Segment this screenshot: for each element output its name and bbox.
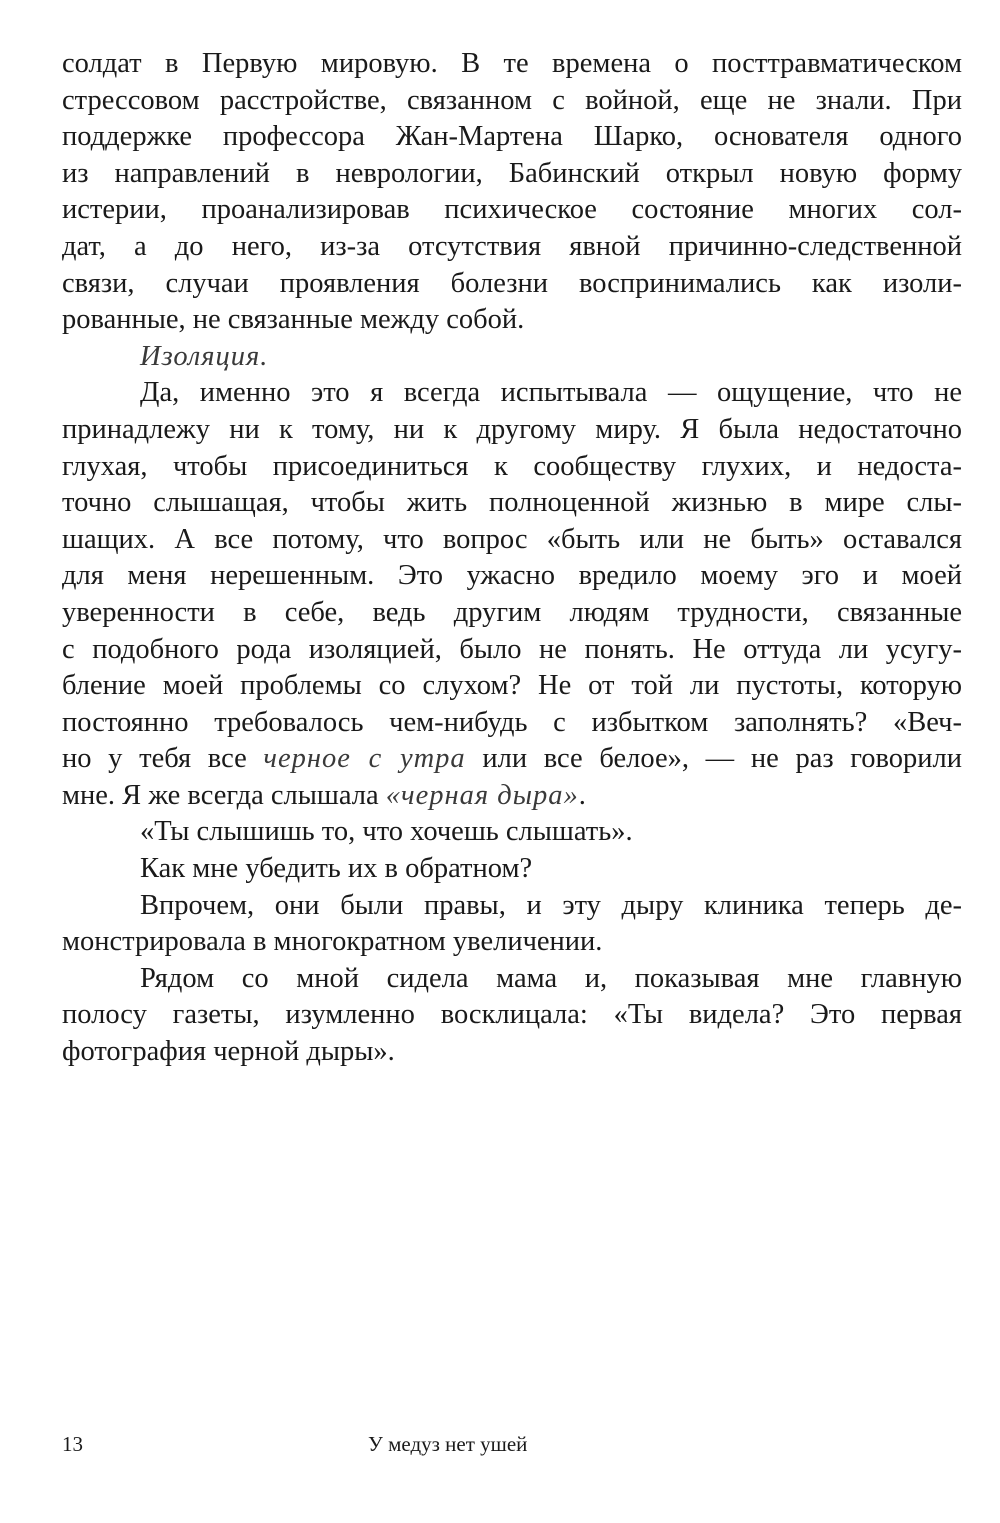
italic-phrase: «черная дыра» [385, 779, 579, 811]
text-line: Да, именно это я всегда испытывала — ощущение, что не [140, 377, 962, 409]
text-line: точно слышащая, чтобы жить полноценной жизнью в мире слы- [62, 487, 962, 519]
text-line: Рядом со мной сидела мама и, показывая мне главную [140, 962, 962, 994]
text-line: связи, случаи проявления болезни воспринимались как изоли- [62, 267, 962, 299]
text-line: поддержке профессора Жан-Мартена Шарко, основателя одного [62, 121, 962, 153]
line-end: . [578, 779, 586, 811]
text-line: с подобного рода изоляцией, было не понять. Не оттуда ли усугу- [62, 633, 962, 665]
text-line: уверенности в себе, ведь другим людям трудности, связанные [62, 596, 962, 628]
line-start: мне. Я же всегда слышала [62, 779, 386, 811]
text-line: Впрочем, они были правы, и эту дыру клиника теперь де- [140, 889, 962, 921]
italic-word: Изоляция. [140, 340, 269, 372]
text-line-with-emphasis [62, 741, 962, 778]
text-line: стрессовом расстройстве, связанном с войной, еще не знали. При [62, 84, 962, 116]
text-line: из направлений в неврологии, Бабинский открыл новую форму [62, 157, 962, 189]
text-line: Как мне убедить их в обратном? [140, 853, 533, 885]
text-line: солдат в Первую мировую. В те времена о посттравматическом [62, 48, 962, 79]
text-line-with-emphasis [62, 778, 962, 815]
text-line: полосу газеты, изумленно восклицала: «Ты видела? Это первая [62, 999, 962, 1031]
page-number: 13 [62, 1432, 83, 1456]
text-line: постоянно требовалось чем-нибудь с избытком заполнять? «Веч- [62, 706, 962, 738]
italic-phrase: черное с утра [263, 743, 466, 775]
text-line: фотография черной дыры». [62, 1036, 395, 1068]
text-line: глухая, чтобы присоединиться к сообществу глухих, и недоста- [62, 450, 962, 482]
italic-heading [62, 339, 962, 376]
text-line: принадлежу ни к тому, ни к другому миру. Я была недостаточно [62, 413, 962, 445]
text-line: «Ты слышишь то, что хочешь слышать». [140, 816, 633, 848]
body-text [62, 46, 962, 1071]
running-title: У медуз нет ушей [368, 1432, 528, 1456]
text-line: шащих. А все потому, что вопрос «быть или не быть» оставался [62, 523, 962, 555]
line-end: или все белое», — не раз говорили [465, 743, 962, 775]
text-line: бление моей проблемы со слухом? Не от той ли пустоты, которую [62, 670, 962, 702]
text-line: дат, а до него, из-за отсутствия явной причинно-следственной [62, 230, 962, 262]
text-line: для меня нерешенным. Это ужасно вредило моему эго и моей [62, 560, 962, 592]
text-line: рованные, не связанные между собой. [62, 304, 525, 336]
text-line: истерии, проанализировав психическое состояние многих сол- [62, 194, 962, 226]
text-line: монстрировала в многократном увеличении. [62, 926, 603, 958]
line-start: но у тебя все [62, 743, 264, 775]
page-footer [0, 1432, 1000, 1462]
